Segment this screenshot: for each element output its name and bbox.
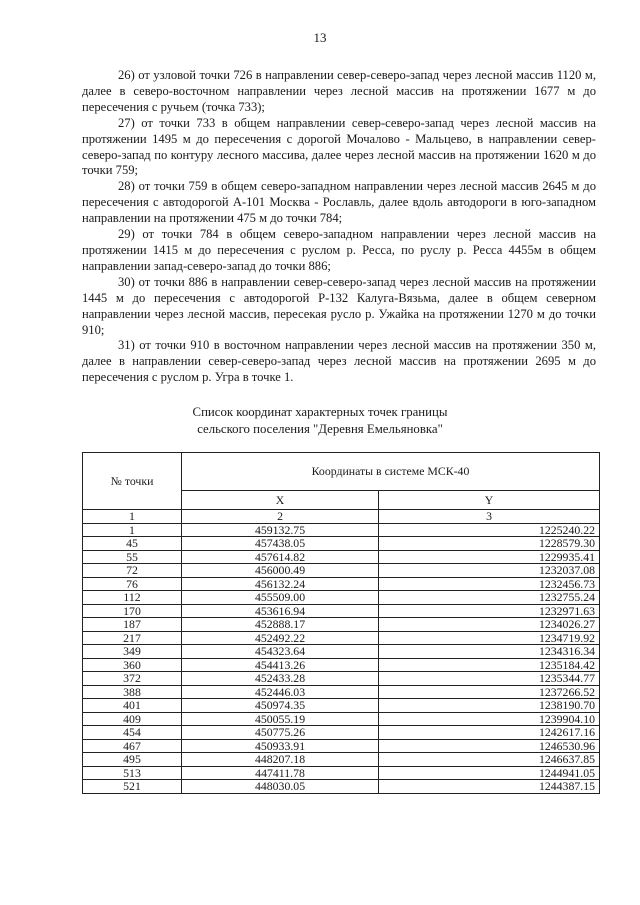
cell-point: 1 — [83, 523, 182, 537]
paragraph-30: 30) от точки 886 в направлении север-северо-запад через лесной массив на протяжении 1445 м до пересечения с автодорогой Р-132 Калуга-Вязьма, далее в общем северном направлении через лесной массив, пересекая русло р. Ужайка на протяжении 1270 м до точки 910; — [82, 274, 596, 337]
cell-y: 1234316.34 — [379, 645, 600, 659]
header-point-number: № точки — [83, 453, 182, 510]
cell-y: 1232755.24 — [379, 591, 600, 605]
cell-y: 1237266.52 — [379, 685, 600, 699]
cell-point: 513 — [83, 766, 182, 780]
cell-x: 447411.78 — [182, 766, 379, 780]
cell-point: 401 — [83, 699, 182, 713]
cell-point: 467 — [83, 739, 182, 753]
cell-x: 450974.35 — [182, 699, 379, 713]
cell-point: 55 — [83, 550, 182, 564]
cell-point: 76 — [83, 577, 182, 591]
table-row — [83, 631, 600, 645]
cell-x: 455509.00 — [182, 591, 379, 605]
paragraph-27: 27) от точки 733 в общем направлении север-северо-запад через лесной массив на протяжении 1495 м до пересечения с дорогой Мочалово - Мальцево, в направлении север-северо-запад по контуру лесного массива, далее через лесной массив на протяжении 1620 м до точки 759; — [82, 115, 596, 178]
header-coordinate-system: Координаты в системе МСК-40 — [182, 453, 600, 491]
table-row — [83, 591, 600, 605]
cell-y: 1239904.10 — [379, 712, 600, 726]
table-row — [83, 780, 600, 794]
header-x: X — [182, 490, 379, 509]
column-number: 2 — [182, 510, 379, 524]
cell-x: 448030.05 — [182, 780, 379, 794]
cell-point: 495 — [83, 753, 182, 767]
cell-x: 454323.64 — [182, 645, 379, 659]
cell-point: 170 — [83, 604, 182, 618]
coordinates-table — [82, 452, 600, 794]
cell-y: 1235184.42 — [379, 658, 600, 672]
cell-x: 456000.49 — [182, 564, 379, 578]
column-number: 3 — [379, 510, 600, 524]
cell-x: 450775.26 — [182, 726, 379, 740]
cell-y: 1232037.08 — [379, 564, 600, 578]
cell-y: 1234026.27 — [379, 618, 600, 632]
cell-x: 450933.91 — [182, 739, 379, 753]
table-caption — [0, 404, 640, 438]
caption-line-1: Список координат характерных точек границы — [192, 405, 448, 419]
cell-point: 388 — [83, 685, 182, 699]
table-row — [83, 604, 600, 618]
cell-y: 1232971.63 — [379, 604, 600, 618]
paragraph-28: 28) от точки 759 в общем северо-западном направлении через лесной массив 2645 м до пересечения с автодорогой А-101 Москва - Рославль, далее вдоль автодороги в юго-западном направлении на протяжении 475 м до точки 784; — [82, 179, 596, 226]
table-row — [83, 739, 600, 753]
cell-point: 372 — [83, 672, 182, 686]
cell-x: 453616.94 — [182, 604, 379, 618]
cell-x: 448207.18 — [182, 753, 379, 767]
cell-y: 1229935.41 — [379, 550, 600, 564]
cell-y: 1228579.30 — [379, 537, 600, 551]
cell-y: 1232456.73 — [379, 577, 600, 591]
table-row — [83, 672, 600, 686]
table-row — [83, 523, 600, 537]
paragraph-26: 26) от узловой точки 726 в направлении север-северо-запад через лесной массив 1120 м, далее в северо-восточном направлении через лесной массив на протяжении 1677 м до пересечения с ручьем (точка 733); — [82, 68, 596, 114]
cell-point: 521 — [83, 780, 182, 794]
page-number: 13 — [313, 30, 327, 45]
table-row — [83, 537, 600, 551]
table-row — [83, 685, 600, 699]
cell-y: 1244387.15 — [379, 780, 600, 794]
cell-x: 452433.28 — [182, 672, 379, 686]
cell-y: 1235344.77 — [379, 672, 600, 686]
header-y: Y — [379, 490, 600, 509]
cell-point: 112 — [83, 591, 182, 605]
paragraph-31: 31) от точки 910 в восточном направлении через лесной массив на протяжении 350 м, далее в направлении север-северо-запад через лесной массив на протяжении 2695 м до пересечения с руслом р. Угра в точке 1. — [82, 338, 596, 385]
cell-point: 454 — [83, 726, 182, 740]
cell-x: 457614.82 — [182, 550, 379, 564]
table-row — [83, 618, 600, 632]
cell-x: 457438.05 — [182, 537, 379, 551]
cell-x: 452492.22 — [182, 631, 379, 645]
column-number-row — [83, 510, 600, 524]
cell-y: 1246530.96 — [379, 739, 600, 753]
caption-line-2: сельского поселения "Деревня Емельяновка" — [197, 422, 443, 436]
cell-x: 450055.19 — [182, 712, 379, 726]
cell-point: 409 — [83, 712, 182, 726]
cell-point: 360 — [83, 658, 182, 672]
table-row — [83, 699, 600, 713]
cell-x: 459132.75 — [182, 523, 379, 537]
cell-x: 456132.24 — [182, 577, 379, 591]
cell-point: 349 — [83, 645, 182, 659]
cell-y: 1244941.05 — [379, 766, 600, 780]
table-row — [83, 550, 600, 564]
table-row — [83, 564, 600, 578]
cell-x: 454413.26 — [182, 658, 379, 672]
cell-y: 1246637.85 — [379, 753, 600, 767]
cell-point: 45 — [83, 537, 182, 551]
table-row — [83, 577, 600, 591]
cell-point: 187 — [83, 618, 182, 632]
cell-y: 1234719.92 — [379, 631, 600, 645]
cell-point: 72 — [83, 564, 182, 578]
cell-x: 452446.03 — [182, 685, 379, 699]
cell-y: 1238190.70 — [379, 699, 600, 713]
cell-x: 452888.17 — [182, 618, 379, 632]
column-number: 1 — [83, 510, 182, 524]
cell-y: 1225240.22 — [379, 523, 600, 537]
table-row — [83, 645, 600, 659]
cell-point: 217 — [83, 631, 182, 645]
boundary-description — [82, 68, 596, 386]
table-row — [83, 766, 600, 780]
cell-y: 1242617.16 — [379, 726, 600, 740]
paragraph-29: 29) от точки 784 в общем северо-западном направлении через лесной массив на протяжении 1415 м до пересечения с руслом р. Ресса, по руслу р. Ресса 4455м в общем направлении запад-северо-запад до точки 886; — [82, 227, 596, 273]
table-row — [83, 658, 600, 672]
table-row — [83, 726, 600, 740]
table-row — [83, 712, 600, 726]
table-row — [83, 753, 600, 767]
